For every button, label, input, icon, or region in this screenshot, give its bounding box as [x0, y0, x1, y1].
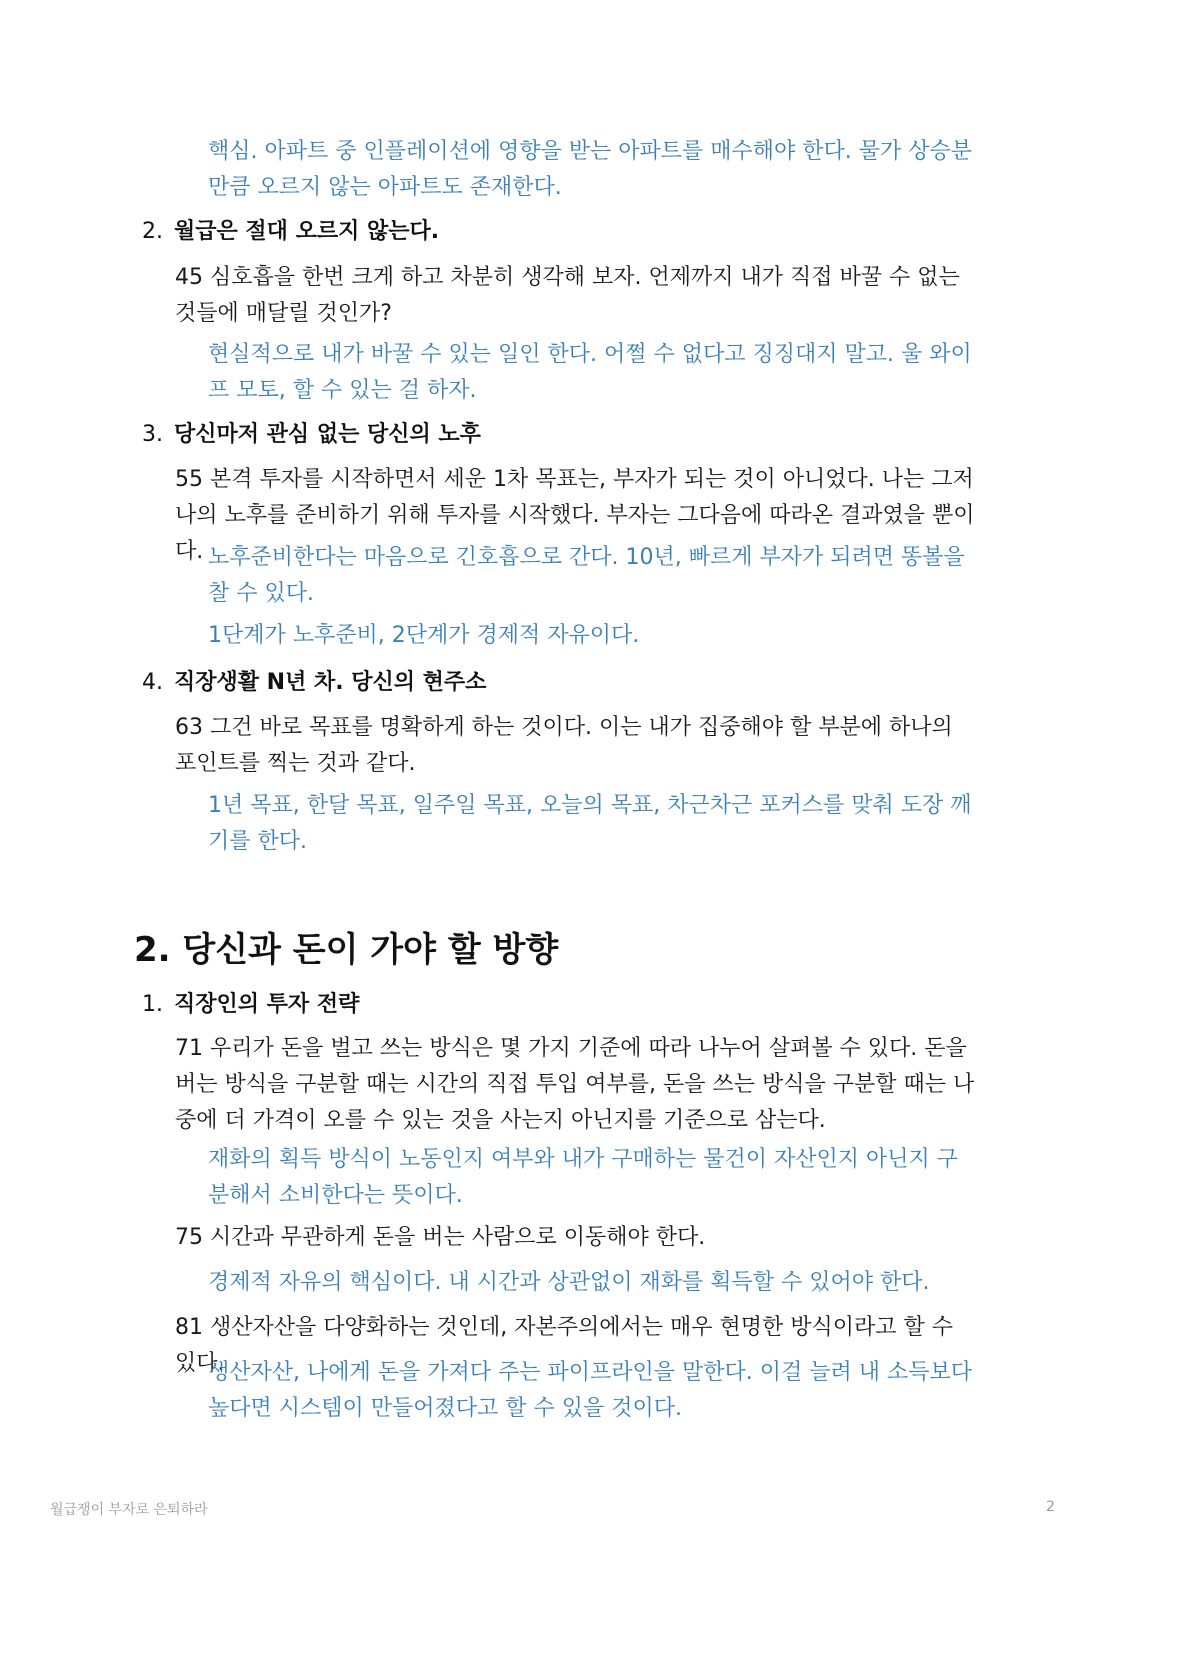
note-text: 현실적으로 내가 바꿀 수 있는 일인 한다. 어쩔 수 없다고 징징대지 말고. 울 와이프 모토, 할 수 있는 걸 하자. — [208, 342, 972, 403]
footer-title: 월급쟁이 부자로 은퇴하라 — [50, 1502, 208, 1518]
list-item-heading — [142, 665, 982, 701]
list-number: 1. — [142, 992, 163, 1017]
note-text: 경제적 자유의 핵심이다. 내 시간과 상관없이 재화를 획득할 수 있어야 한다. — [208, 1270, 930, 1295]
note-text: 노후준비한다는 마음으로 긴호흡으로 간다. 10년, 빠르게 부자가 되려면 똥볼을 찰 수 있다. — [208, 545, 965, 606]
note-text: 1년 목표, 한달 목표, 일주일 목표, 오늘의 목표, 차근차근 포커스를 맞춰 도장 깨기를 한다. — [208, 793, 972, 854]
note-text: 생산자산, 나에게 돈을 가져다 주는 파이프라인을 말한다. 이걸 늘려 내 소득보다 높다면 시스템이 만들어졌다고 할 수 있을 것이다. — [208, 1360, 972, 1421]
note-text: 재화의 획득 방식이 노동인지 여부와 내가 구매하는 물건이 자산인지 아닌지 구분해서 소비한다는 뜻이다. — [208, 1147, 958, 1208]
note-text: 핵심. 아파트 중 인플레이션에 영향을 받는 아파트를 매수해야 한다. 물가 상승분 만큼 오르지 않는 아파트도 존재한다. — [208, 139, 972, 200]
page-number: 2 — [1046, 1499, 1055, 1515]
quote-text: 45 심호흡을 한번 크게 하고 차분히 생각해 보자. 언제까지 내가 직접 바꿀 수 없는 것들에 매달릴 것인가? — [175, 265, 960, 326]
quote-text: 75 시간과 무관하게 돈을 버는 사람으로 이동해야 한다. — [175, 1225, 706, 1250]
list-item-title: 직장인의 투자 전략 — [174, 992, 360, 1017]
note-text: 1단계가 노후준비, 2단계가 경제적 자유이다. — [208, 623, 640, 648]
list-number: 2. — [142, 219, 163, 244]
quote-text: 71 우리가 돈을 벌고 쓰는 방식은 몇 가지 기준에 따라 나누어 살펴볼 수 있다. 돈을 버는 방식을 구분할 때는 시간의 직접 투입 여부를, 돈을 쓰는 방식을 구분할 때는 나중에 더 가격이 오를 수 있는 것을 사는지 아닌지를 기준으로 삼는다. — [175, 1036, 975, 1133]
list-number: 4. — [142, 670, 163, 695]
section-heading: 2. 당신과 돈이 가야 할 방향 — [134, 930, 559, 970]
list-item-heading — [142, 417, 982, 453]
list-number: 3. — [142, 422, 163, 447]
list-item-heading — [142, 987, 982, 1023]
quote-text: 55 본격 투자를 시작하면서 세운 1차 목표는, 부자가 되는 것이 아니었다. 나는 그저 나의 노후를 준비하기 위해 투자를 시작했다. 부자는 그다음에 따라온 결과였을 뿐이다. — [175, 467, 975, 564]
list-item-title: 월급은 절대 오르지 않는다. — [174, 219, 440, 244]
list-item-heading — [142, 214, 982, 250]
quote-text: 81 생산자산을 다양화하는 것인데, 자본주의에서는 매우 현명한 방식이라고 할 수 있다. — [175, 1315, 953, 1376]
list-item-title: 직장생활 N년 차. 당신의 현주소 — [174, 670, 487, 695]
list-item-title: 당신마저 관심 없는 당신의 노후 — [174, 422, 481, 447]
quote-text: 63 그건 바로 목표를 명확하게 하는 것이다. 이는 내가 집중해야 할 부분에 하나의 포인트를 찍는 것과 같다. — [175, 715, 953, 776]
